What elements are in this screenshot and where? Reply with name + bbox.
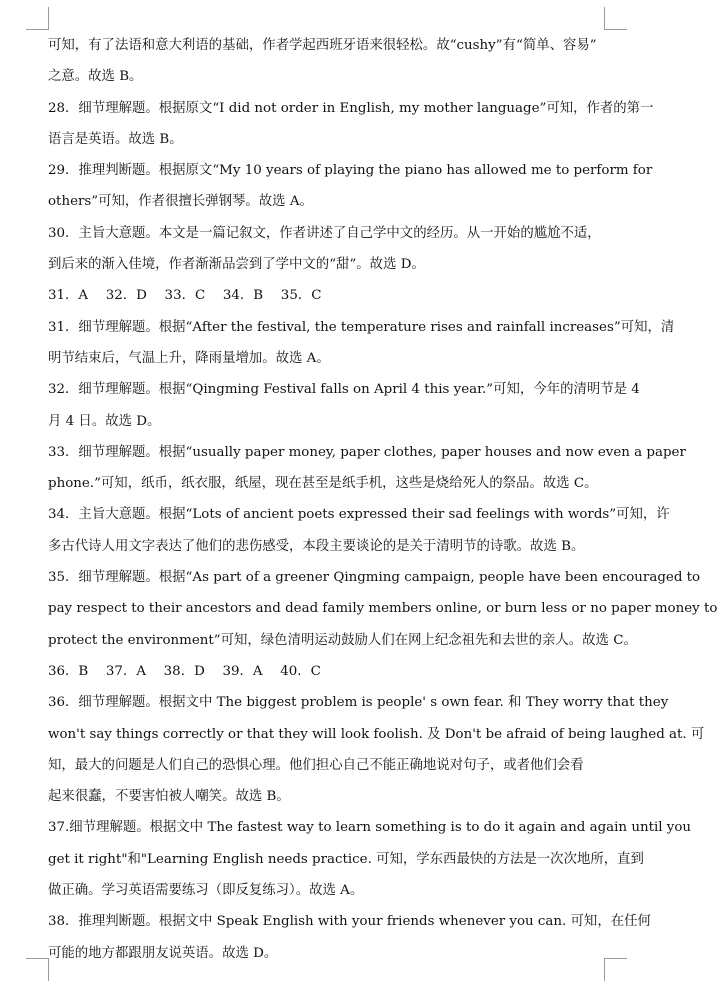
explanation-38: 38．推理判断题。根据文中 Speak English with your friends whenever you can. 可知，在任何 <box>48 914 651 930</box>
text-line: pay respect to their ancestors and dead family members online, or burn less or no paper money to <box>48 601 717 617</box>
text-line: protect the environment”可知，绿色清明运动鼓励人们在网上纪念祖先和去世的亲人。故选 C。 <box>48 632 637 648</box>
text-line: 知，最大的问题是人们自己的恐惧心理。他们担心自己不能正确地说对句子，或者他们会看 <box>48 757 584 773</box>
explanation-32: 32．细节理解题。根据“Qingming Festival falls on April 4 this year.”可知，今年的清明节是 4 <box>48 382 640 398</box>
explanation-36: 36．细节理解题。根据文中 The biggest problem is people' s own fear. 和 They worry that they <box>48 695 669 711</box>
text-line: 可知，有了法语和意大利语的基础，作者学起西班牙语来很轻松。故“cushy”有“简单、容易” <box>48 38 597 53</box>
text-line: others”可知，作者很擅长弹钢琴。故选 A。 <box>48 194 313 210</box>
explanation-29: 29．推理判断题。根据原文“My 10 years of playing the piano has allowed me to perform for <box>48 163 653 179</box>
text-line: 做正确。学习英语需要练习（即反复练习）。故选 A。 <box>48 883 364 899</box>
answer-key-31-35: 31．A 32．D 33．C 34．B 35．C <box>48 288 322 304</box>
explanation-33: 33．细节理解题。根据“usually paper money, paper clothes, paper houses and now even a paper <box>48 444 686 460</box>
crop-mark-bottom-right <box>604 958 627 981</box>
explanation-31: 31．细节理解题。根据“After the festival, the temperature rises and rainfall increases”可知，清 <box>48 319 675 335</box>
crop-mark-top-right <box>604 7 627 30</box>
text-line: 明节结束后，气温上升，降雨量增加。故选 A。 <box>48 350 330 366</box>
text-line: 起来很蠢，不要害怕被人嘲笑。故选 B。 <box>48 789 290 805</box>
explanation-35: 35．细节理解题。根据“As part of a greener Qingming campaign, people have been encouraged to <box>48 570 701 586</box>
text-line: 月 4 日。故选 D。 <box>48 413 161 429</box>
explanation-30: 30．主旨大意题。本文是一篇记叙文，作者讲述了自己学中文的经历。从一开始的尴尬不适， <box>48 225 601 241</box>
explanation-37: 37.细节理解题。根据文中 The fastest way to learn something is to do it again and again until you <box>48 820 692 836</box>
text-line: 到后来的渐入佳境，作者渐渐品尝到了学中文的“甜”。故选 D。 <box>48 257 425 273</box>
text-line: 之意。故选 B。 <box>48 69 143 85</box>
explanation-28: 28．细节理解题。根据原文“I did not order in English, my mother language”可知，作者的第一 <box>48 100 654 116</box>
text-line: won't say things correctly or that they will look foolish. 及 Don't be afraid of being laughed at. 可 <box>48 726 705 742</box>
text-line: phone.”可知，纸币，纸衣服，纸屋，现在甚至是纸手机，这些是烧给死人的祭品。故选 C。 <box>48 476 598 492</box>
answer-explanations <box>48 30 717 969</box>
text-line: get it right"和"Learning English needs practice. 可知，学东西最快的方法是一次次地所，直到 <box>48 851 644 867</box>
text-line: 多古代诗人用文字表达了他们的悲伤感受，本段主要谈论的是关于清明节的诗歌。故选 B。 <box>48 538 585 554</box>
answer-key-36-40: 36．B 37．A 38．D 39．A 40．C <box>48 663 321 679</box>
text-line: 语言是英语。故选 B。 <box>48 131 183 147</box>
crop-mark-top-left <box>26 7 49 30</box>
text-line: 可能的地方都跟朋友说英语。故选 D。 <box>48 945 278 961</box>
crop-mark-bottom-left <box>26 958 49 981</box>
explanation-34: 34．主旨大意题。根据“Lots of ancient poets expressed their sad feelings with words”可知，许 <box>48 507 670 523</box>
